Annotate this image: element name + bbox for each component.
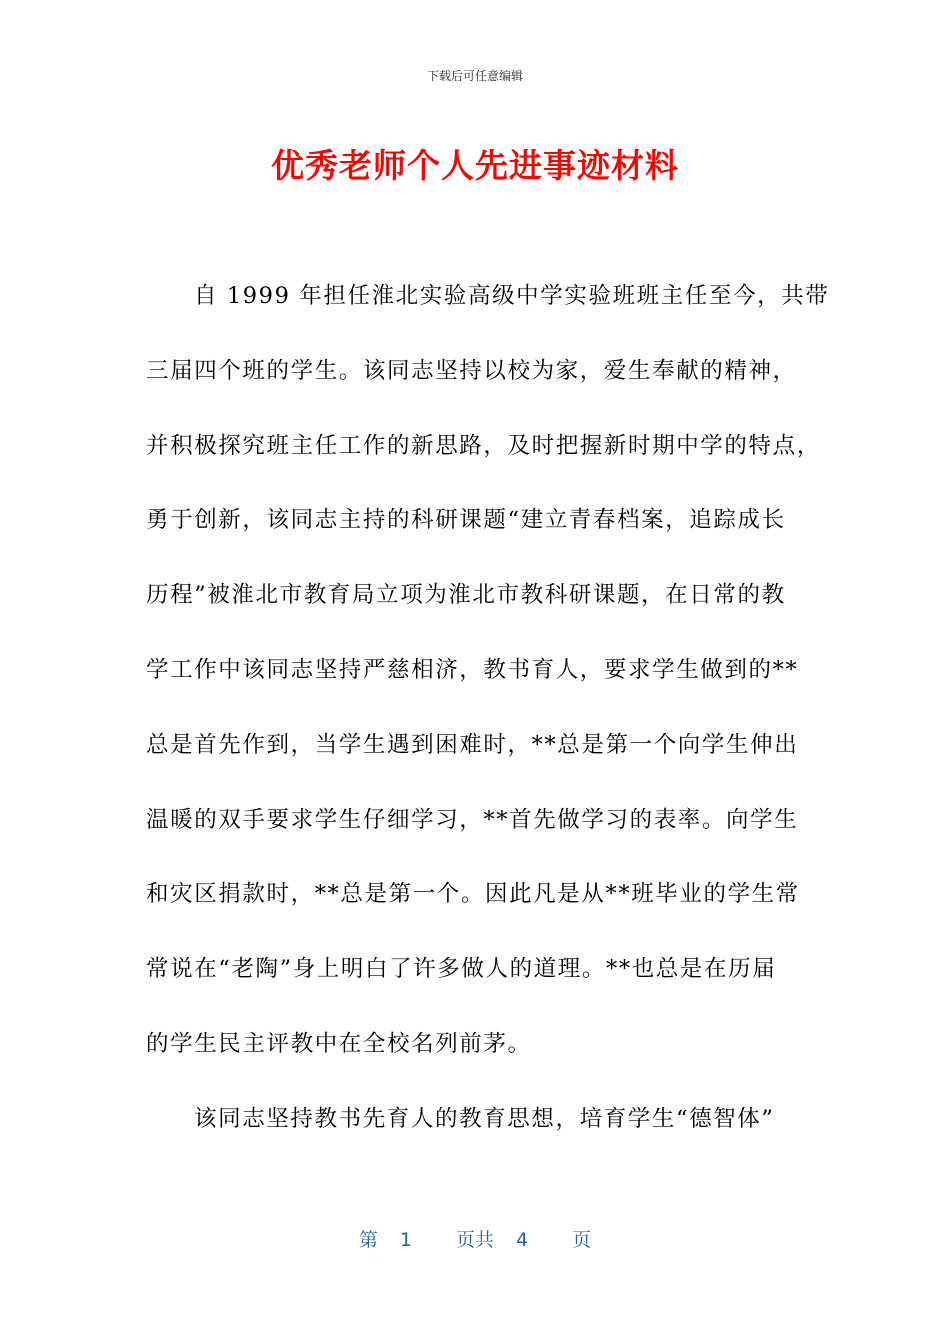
body-line: 学工作中该同志坚持严慈相济，教书育人，要求学生做到的**	[146, 656, 799, 683]
body-line: 历程”被淮北市教育局立项为淮北市教科研课题，在日常的教	[146, 582, 786, 609]
body-line: 自 1999 年担任淮北实验高级中学实验班班主任至今，共带	[194, 283, 830, 309]
page-current: 1	[399, 1229, 412, 1251]
page-end-label: 页	[572, 1229, 592, 1251]
body-line: 并积极探究班主任工作的新思路，及时把握新时期中学的特点，	[146, 432, 821, 459]
document-body	[146, 276, 830, 1174]
body-line: 总是首先作到，当学生遇到困难时，**总是第一个向学生伸出	[146, 731, 799, 758]
body-line: 该同志坚持教书先育人的教育思想，培育学生“德智体”	[194, 1105, 775, 1132]
body-line: 勇于创新，该同志主持的科研课题“建立青春档案，追踪成长	[146, 507, 786, 534]
body-line: 三届四个班的学生。该同志坚持以校为家，爱生奉献的精神，	[146, 357, 797, 384]
document-title: 优秀老师个人先进事迹材料	[271, 146, 679, 185]
page-label: 第	[358, 1229, 378, 1251]
body-line: 温暖的双手要求学生仔细学习，**首先做学习的表率。向学生	[146, 806, 799, 833]
header-note: 下载后可任意编辑	[426, 69, 523, 83]
body-line: 常说在“老陶”身上明白了许多做人的道理。**也总是在历届	[146, 956, 777, 983]
page-footer	[0, 1225, 950, 1252]
page-total: 4	[516, 1229, 529, 1251]
page-mid-label: 页共	[455, 1229, 494, 1251]
body-line: 和灾区捐款时，**总是第一个。因此凡是从**班毕业的学生常	[146, 881, 800, 908]
body-line: 的学生民主评教中在全校名列前茅。	[146, 1030, 532, 1057]
